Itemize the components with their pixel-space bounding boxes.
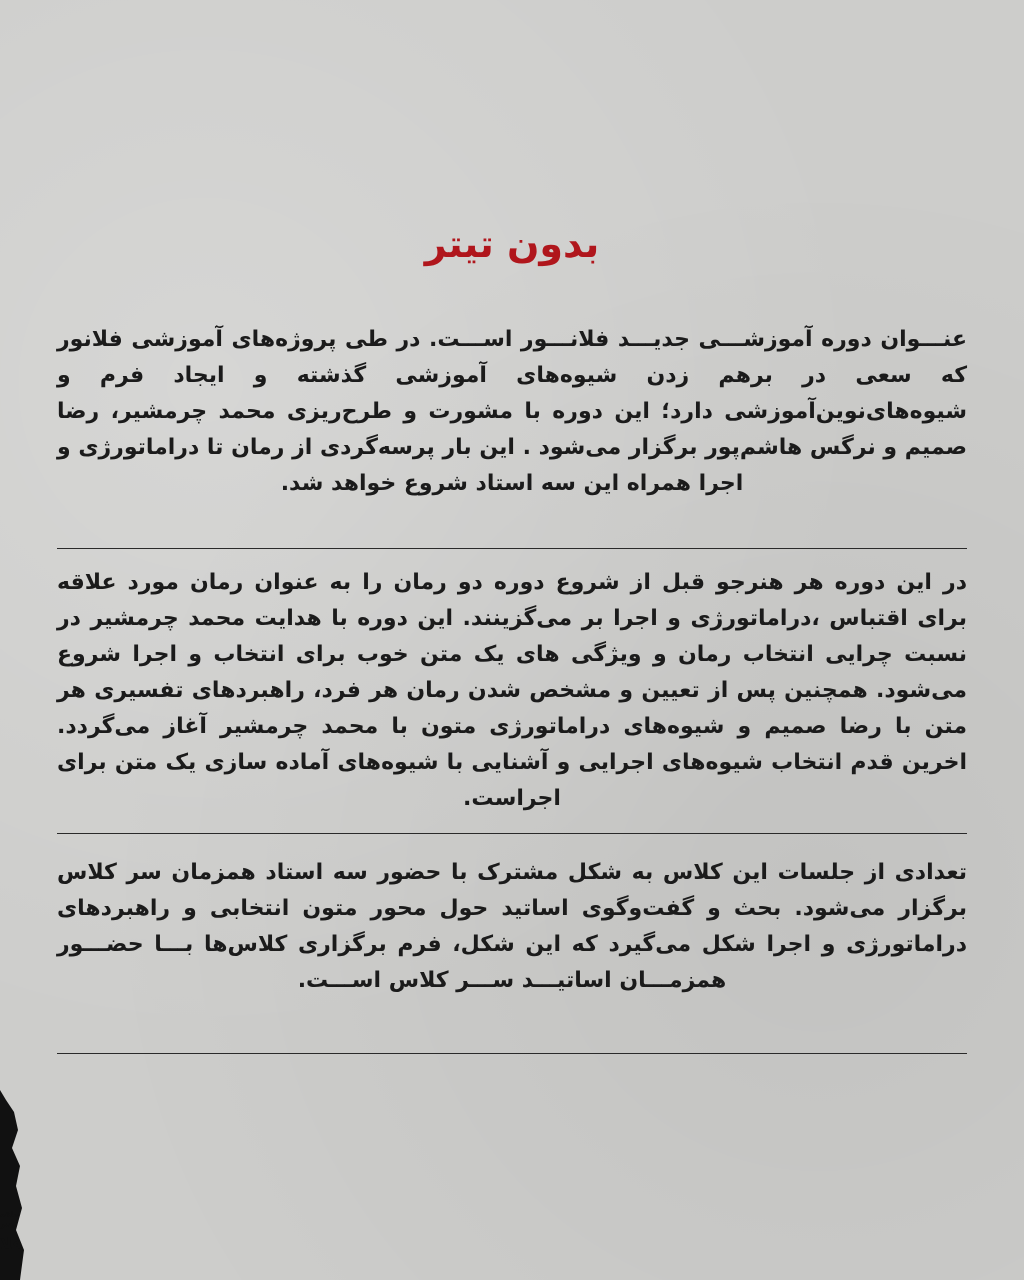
- divider: [57, 1053, 967, 1054]
- brand-logo-text: حلقه هنر فلا: [0, 1210, 23, 1253]
- paragraph-joint-sessions: تعدادی از جلسات این کلاس به شکل مشترک با حضور سه استاد همزمان سر کلاس برگزار می‌شود. بحث و گفت‌وگوی اساتید حول محور متون انتخابی و راهبردهای دراماتورژی و اجرا شکل می‌گیرد که این شکل، فرم برگزاری کلاس‌ها بـــا حضـــور همزمـــان اساتیـــد ســـر کلاس اســـت.: [57, 860, 967, 993]
- paragraph-intro: عنـــوان دوره آموزشـــی جدیـــد فلانـــور اســـت. در طی پروژه‌های آموزشی فلانور که سعی در برهم زدن شیوه‌های آموزشی گذشته و ایجاد فرم و شیوه‌های‌نوین‌آموزشی دارد؛ این دوره با مشورت و طرح‌ریزی محمد چرمشیر، رضا صمیم و نرگس هاشم‌پور برگزار می‌شود . این بار پرسه‌گردی از رمان تا دراماتورژی و اجرا همراه این سه استاد شروع خواهد شد.: [57, 327, 967, 496]
- page-title: بدون تیتر: [424, 222, 600, 266]
- paragraph-course-structure: در این دوره هر هنرجو قبل از شروع دوره دو رمان را به عنوان رمان مورد علاقه برای اقتباس ،دراماتورژی و اجرا بر می‌گزینند. این دوره با هدایت محمد چرمشیر در نسبت چرایی انتخاب رمان و ویژگی های یک متن خوب برای انتخاب و اجرا شروع می‌شود. همچنین پس از تعیین و مشخص شدن رمان هر فرد، راهبردهای تفسیری هر متن با رضا صمیم و شیوه‌های دراماتورژی متون با محمد چرمشیر آغاز می‌گردد. اخرین قدم انتخاب شیوه‌های اجرایی و آشنایی با شیوه‌های آماده سازی یک متن برای اجراست.: [57, 570, 967, 811]
- document-page: [57, 0, 967, 1280]
- divider: [57, 833, 967, 834]
- divider: [57, 548, 967, 549]
